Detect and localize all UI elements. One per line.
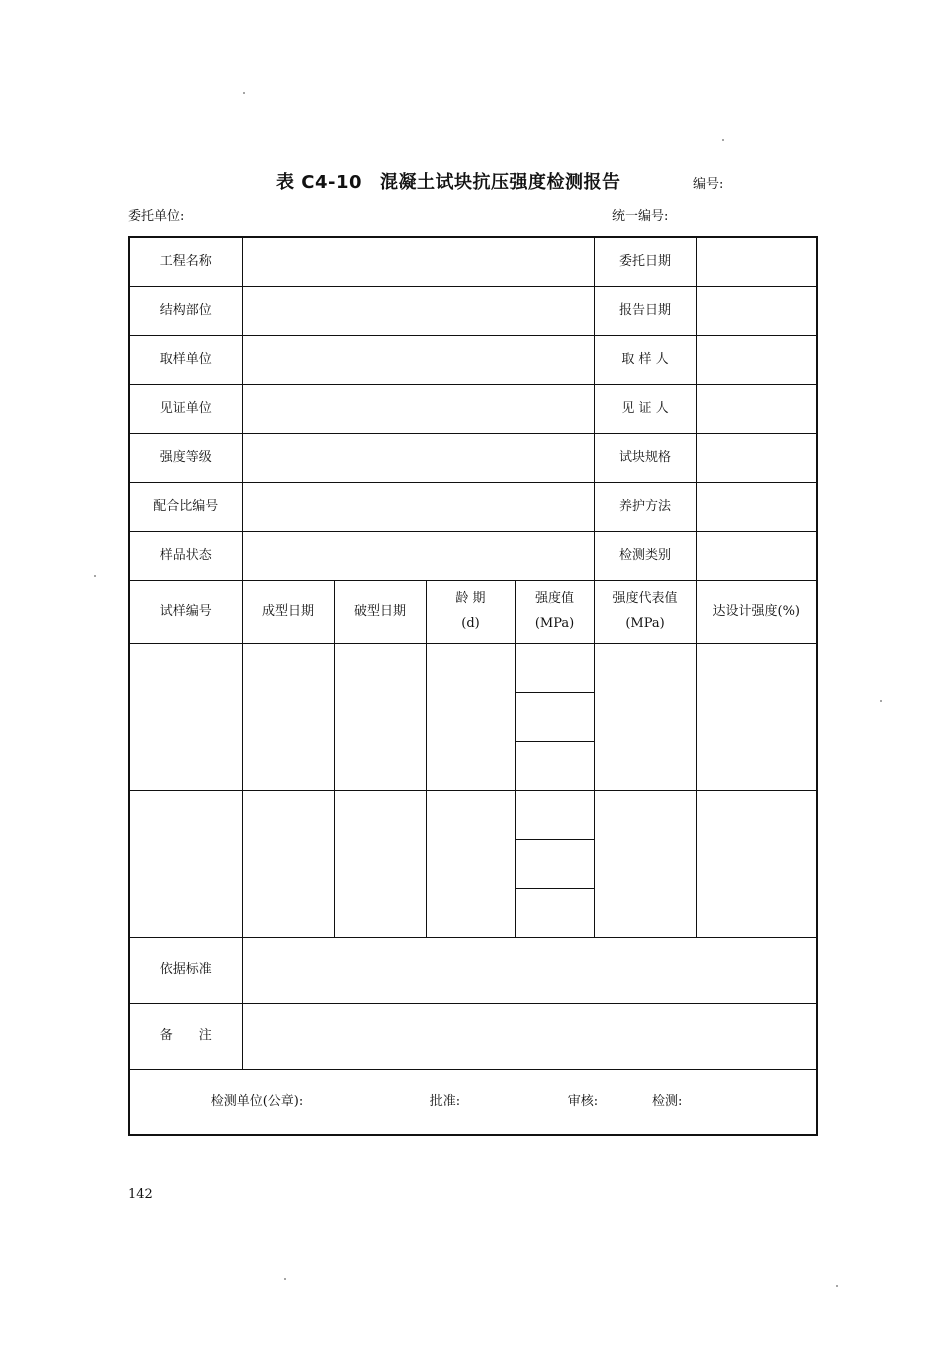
sample-id-cell[interactable] bbox=[129, 791, 242, 938]
page-number: 142 bbox=[128, 1187, 153, 1202]
info-value-cell[interactable] bbox=[242, 385, 594, 434]
strength-cell[interactable] bbox=[515, 742, 594, 791]
remarks-label: 备 注 bbox=[129, 1004, 242, 1070]
representative-cell[interactable] bbox=[594, 644, 696, 791]
strength-cell[interactable] bbox=[515, 840, 594, 889]
strength-cell[interactable] bbox=[515, 693, 594, 742]
bianhao-label: 编号: bbox=[693, 177, 724, 192]
tongyi-bianhao-label: 统一编号: bbox=[612, 209, 669, 224]
approve-label: 批准: bbox=[429, 1093, 461, 1109]
review-label: 审核: bbox=[567, 1093, 599, 1109]
representative-cell[interactable] bbox=[594, 791, 696, 938]
info-value-cell[interactable] bbox=[242, 434, 594, 483]
strength-cell[interactable] bbox=[515, 889, 594, 938]
info-row bbox=[129, 385, 817, 434]
info-label: 检测类别 bbox=[594, 532, 696, 581]
info-value-cell[interactable] bbox=[242, 483, 594, 532]
info-value-cell[interactable] bbox=[242, 336, 594, 385]
cast-date-cell[interactable] bbox=[242, 644, 334, 791]
signature-cell bbox=[129, 1070, 817, 1136]
standard-row bbox=[129, 938, 817, 1004]
info-label: 结构部位 bbox=[129, 287, 242, 336]
sample-id-cell[interactable] bbox=[129, 644, 242, 791]
col-header-cast-date: 成型日期 bbox=[242, 581, 334, 644]
scan-speck bbox=[836, 1285, 838, 1287]
info-value-cell[interactable] bbox=[242, 237, 594, 287]
strength-label: 强度值 bbox=[534, 591, 574, 607]
report-table bbox=[128, 236, 818, 1136]
info-label: 工程名称 bbox=[129, 237, 242, 287]
info-label: 见证单位 bbox=[129, 385, 242, 434]
col-header-sample-id: 试样编号 bbox=[129, 581, 242, 644]
info-row bbox=[129, 434, 817, 483]
info-label: 试块规格 bbox=[594, 434, 696, 483]
info-row bbox=[129, 483, 817, 532]
remarks-row bbox=[129, 1004, 817, 1070]
representative-unit: (MPa) bbox=[625, 616, 665, 631]
standard-value-cell[interactable] bbox=[242, 938, 817, 1004]
info-row bbox=[129, 336, 817, 385]
table-code: 表 C4-10 bbox=[276, 172, 363, 193]
sample-group-2-row-1 bbox=[129, 791, 817, 840]
break-date-cell[interactable] bbox=[334, 644, 426, 791]
design-percent-cell[interactable] bbox=[696, 644, 817, 791]
document-title bbox=[276, 168, 621, 194]
info-label: 配合比编号 bbox=[129, 483, 242, 532]
strength-unit: (MPa) bbox=[534, 616, 575, 631]
test-label: 检测: bbox=[652, 1093, 683, 1109]
info-value-cell[interactable] bbox=[696, 237, 817, 287]
testing-unit-label: 检测单位(公章): bbox=[210, 1093, 304, 1109]
info-row bbox=[129, 532, 817, 581]
info-value-cell[interactable] bbox=[696, 532, 817, 581]
signature-row bbox=[129, 1070, 817, 1136]
info-value-cell[interactable] bbox=[242, 532, 594, 581]
age-cell[interactable] bbox=[426, 644, 515, 791]
col-header-representative bbox=[594, 581, 696, 644]
info-label: 取 样 人 bbox=[594, 336, 696, 385]
col-header-design-percent: 达设计强度(%) bbox=[696, 581, 817, 644]
strength-cell[interactable] bbox=[515, 791, 594, 840]
scan-speck bbox=[284, 1278, 286, 1280]
age-label: 龄 期 bbox=[455, 591, 486, 607]
info-value-cell[interactable] bbox=[696, 287, 817, 336]
info-label: 委托日期 bbox=[594, 237, 696, 287]
strength-cell[interactable] bbox=[515, 644, 594, 693]
info-row bbox=[129, 237, 817, 287]
signature-line bbox=[130, 1090, 816, 1115]
age-cell[interactable] bbox=[426, 791, 515, 938]
info-label: 见 证 人 bbox=[594, 385, 696, 434]
col-header-strength bbox=[515, 581, 594, 644]
info-value-cell[interactable] bbox=[696, 336, 817, 385]
info-value-cell[interactable] bbox=[696, 434, 817, 483]
scan-speck bbox=[243, 92, 245, 94]
info-row bbox=[129, 287, 817, 336]
scan-speck bbox=[722, 139, 724, 141]
age-unit: (d) bbox=[461, 616, 480, 631]
column-header-row bbox=[129, 581, 817, 644]
title-text: 混凝土试块抗压强度检测报告 bbox=[380, 172, 621, 193]
info-label: 报告日期 bbox=[594, 287, 696, 336]
info-label: 强度等级 bbox=[129, 434, 242, 483]
info-label: 样品状态 bbox=[129, 532, 242, 581]
info-value-cell[interactable] bbox=[696, 483, 817, 532]
scan-speck bbox=[94, 575, 96, 577]
representative-label: 强度代表值 bbox=[612, 591, 678, 607]
design-percent-cell[interactable] bbox=[696, 791, 817, 938]
weituo-danwei-label: 委托单位: bbox=[128, 209, 185, 224]
scan-speck bbox=[880, 700, 882, 702]
info-value-cell[interactable] bbox=[242, 287, 594, 336]
info-label: 取样单位 bbox=[129, 336, 242, 385]
break-date-cell[interactable] bbox=[334, 791, 426, 938]
col-header-age bbox=[426, 581, 515, 644]
standard-label: 依据标准 bbox=[129, 938, 242, 1004]
col-header-break-date: 破型日期 bbox=[334, 581, 426, 644]
info-label: 养护方法 bbox=[594, 483, 696, 532]
info-value-cell[interactable] bbox=[696, 385, 817, 434]
sample-group-1-row-1 bbox=[129, 644, 817, 693]
cast-date-cell[interactable] bbox=[242, 791, 334, 938]
remarks-value-cell[interactable] bbox=[242, 1004, 817, 1070]
